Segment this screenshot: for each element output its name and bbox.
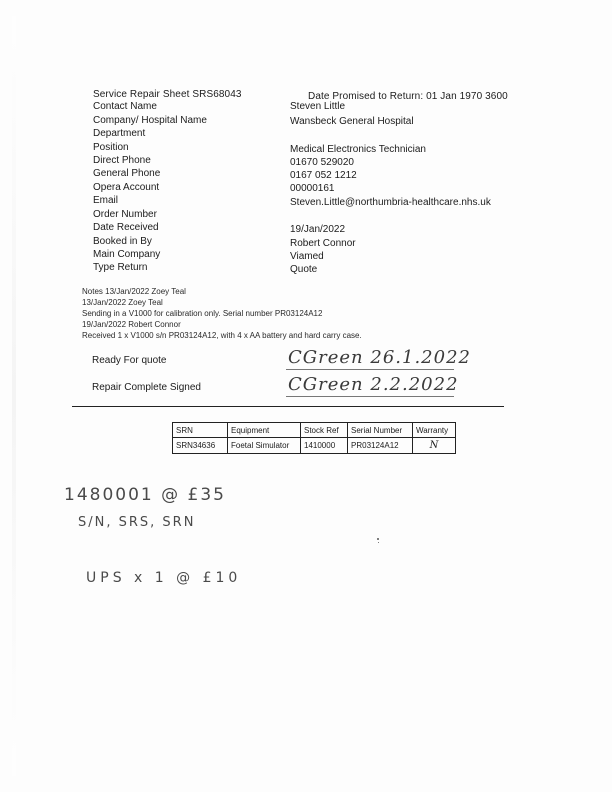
complete-signature: CGreen 2.2.2022 bbox=[288, 374, 459, 395]
complete-signature-line bbox=[286, 396, 454, 397]
scan-speck bbox=[377, 538, 379, 540]
table-cell: Foetal Simulator bbox=[228, 438, 301, 454]
field-value: Viamed bbox=[290, 251, 324, 262]
field-value: Quote bbox=[290, 264, 318, 275]
field-value: 0167 052 1212 bbox=[290, 170, 357, 181]
field-label: Date Received bbox=[93, 222, 159, 233]
scan-speck bbox=[378, 542, 379, 543]
field-label: Order Number bbox=[93, 209, 157, 220]
column-header: SRN bbox=[173, 423, 228, 438]
field-value: 19/Jan/2022 bbox=[290, 224, 346, 235]
field-value: Steven Little bbox=[290, 101, 346, 112]
note-line: 13/Jan/2022 Zoey Teal bbox=[82, 298, 163, 307]
table-cell: PR03124A12 bbox=[348, 438, 413, 454]
scan-edge-shadow bbox=[12, 16, 16, 776]
field-label: Direct Phone bbox=[93, 155, 151, 166]
field-value: 00000161 bbox=[290, 183, 335, 194]
field-label: Contact Name bbox=[93, 101, 157, 112]
table-header-row bbox=[173, 423, 456, 438]
repair-complete-label: Repair Complete Signed bbox=[92, 382, 201, 393]
field-label: Type Return bbox=[93, 262, 148, 273]
handwritten-line: UPS x 1 @ £10 bbox=[86, 570, 242, 586]
note-line: 19/Jan/2022 Robert Connor bbox=[82, 320, 181, 329]
field-value: Wansbeck General Hospital bbox=[290, 116, 414, 127]
equipment-table bbox=[172, 422, 456, 454]
ready-signature-line bbox=[286, 369, 454, 370]
field-value: Medical Electronics Technician bbox=[290, 144, 426, 155]
field-label: Position bbox=[93, 142, 129, 153]
field-value: 01670 529020 bbox=[290, 157, 354, 168]
date-promised: Date Promised to Return: 01 Jan 1970 3600 bbox=[308, 91, 508, 102]
note-line: Received 1 x V1000 s/n PR03124A12, with 4 x AA battery and hard carry case. bbox=[82, 331, 362, 340]
field-value: Robert Connor bbox=[290, 238, 356, 249]
table-cell: N bbox=[413, 438, 456, 454]
column-header: Serial Number bbox=[348, 423, 413, 438]
column-header: Stock Ref bbox=[301, 423, 348, 438]
field-label: Email bbox=[93, 195, 119, 206]
note-line: Notes 13/Jan/2022 Zoey Teal bbox=[82, 287, 186, 296]
field-label: Opera Account bbox=[93, 182, 160, 193]
section-divider bbox=[72, 406, 504, 407]
table-cell: SRN34636 bbox=[173, 438, 228, 454]
ready-for-quote-label: Ready For quote bbox=[92, 355, 167, 366]
column-header: Equipment bbox=[228, 423, 301, 438]
field-label: Booked in By bbox=[93, 236, 152, 247]
field-value: Steven.Little@northumbria-healthcare.nhs.uk bbox=[290, 197, 491, 208]
handwritten-line: S/N, SRS, SRN bbox=[78, 515, 196, 530]
sheet-title: Service Repair Sheet SRS68043 bbox=[93, 89, 242, 100]
column-header: Warranty bbox=[413, 423, 456, 438]
handwritten-line: 1480001 @ £35 bbox=[64, 485, 226, 505]
field-label: Company/ Hospital Name bbox=[93, 115, 207, 126]
note-line: Sending in a V1000 for calibration only. Serial number PR03124A12 bbox=[82, 309, 323, 318]
table-row bbox=[173, 438, 456, 454]
field-label: Main Company bbox=[93, 249, 161, 260]
ready-signature: CGreen 26.1.2022 bbox=[288, 347, 471, 368]
field-label: General Phone bbox=[93, 168, 161, 179]
field-label: Department bbox=[93, 128, 146, 139]
table-cell: 1410000 bbox=[301, 438, 348, 454]
